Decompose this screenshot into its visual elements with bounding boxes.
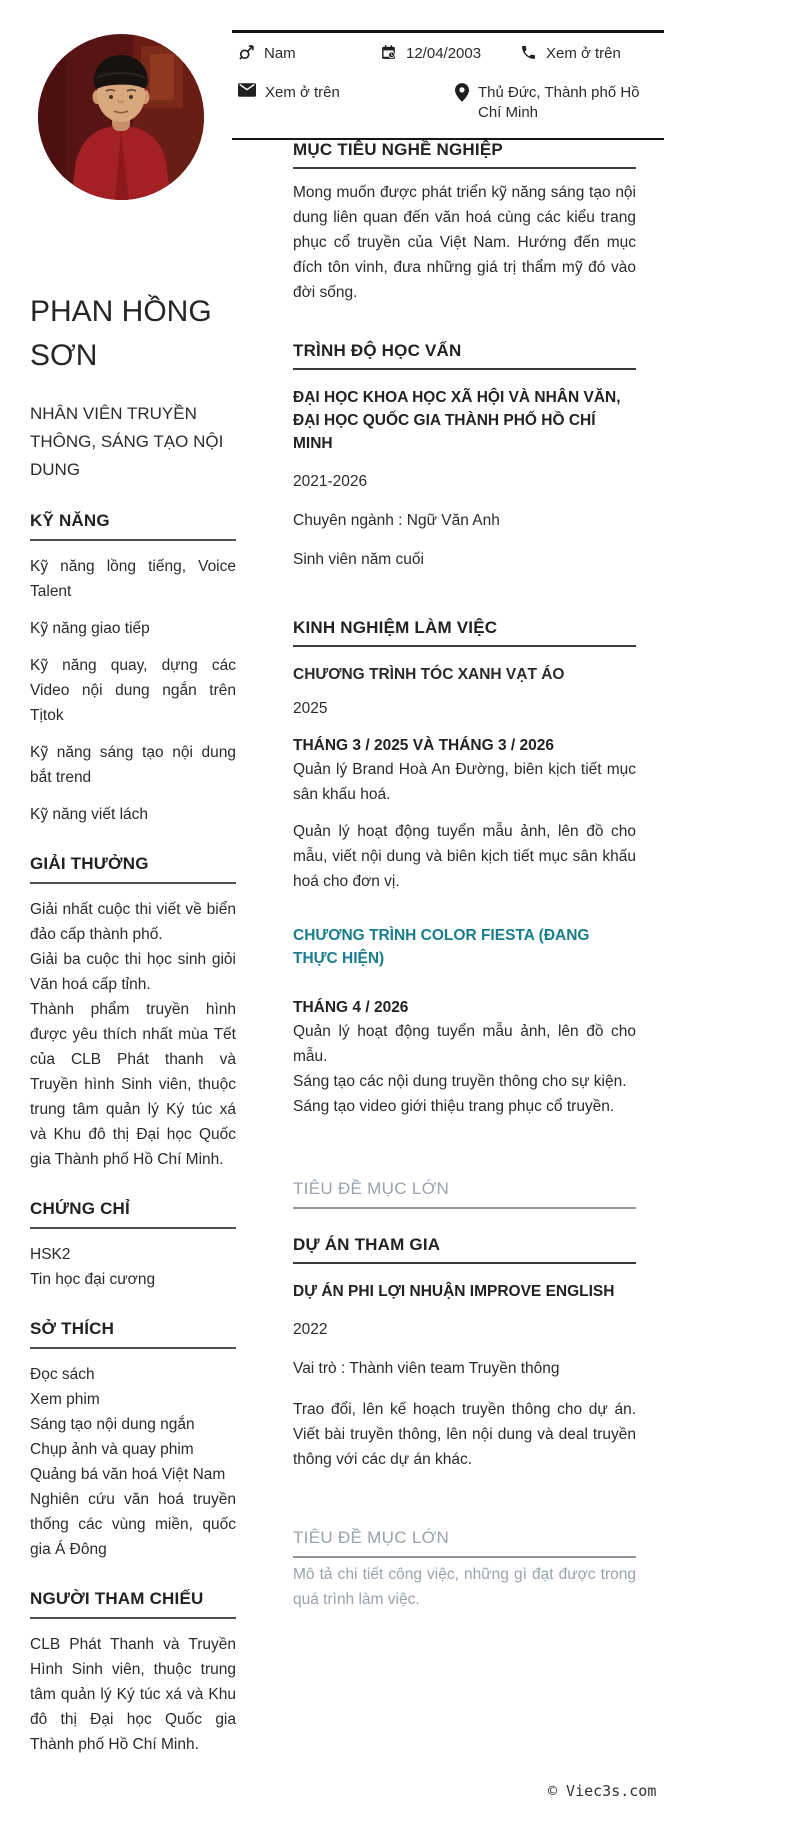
project1-role: Vai trò : Thành viên team Truyền thông xyxy=(293,1360,560,1377)
contact-row-2 xyxy=(238,82,664,123)
hobbies-heading: SỞ THÍCH xyxy=(30,1319,236,1349)
hobby-item: Xem phim xyxy=(30,1391,100,1408)
profile-photo-illustration xyxy=(38,34,204,200)
phone-icon xyxy=(520,44,537,67)
contact-birthday xyxy=(380,43,520,67)
calendar-icon xyxy=(380,44,397,67)
section-education xyxy=(293,341,636,572)
skill-item: Kỹ năng viết lách xyxy=(30,806,149,823)
education-school: ĐẠI HỌC KHOA HỌC XÃ HỘI VÀ NHÂN VĂN, ĐẠI HỌC QUỐC GIA THÀNH PHỐ HỒ CHÍ MINH xyxy=(293,389,621,452)
education-years: 2021-2026 xyxy=(293,473,368,490)
projects-heading: DỰ ÁN THAM GIA xyxy=(293,1235,636,1264)
education-heading: TRÌNH ĐỘ HỌC VẤN xyxy=(293,341,636,370)
objective-heading: MỤC TIÊU NGHỀ NGHIỆP xyxy=(293,140,636,169)
contact-row-1 xyxy=(238,43,664,67)
experience-job1-year: 2025 xyxy=(293,700,328,717)
experience-job1-period: THÁNG 3 / 2025 VÀ THÁNG 3 / 2026 xyxy=(293,737,555,754)
references-body: CLB Phát Thanh và Truyền Hình Sinh viên, thuộc trung tâm quản lý Ký túc xá và Khu đô thị Đại học Quốc gia Thành phố Hồ Chí Minh. xyxy=(30,1636,236,1753)
mail-icon xyxy=(238,83,256,103)
gender-value: Nam xyxy=(264,45,296,62)
site-credit: © Viec3s.com xyxy=(548,1782,657,1800)
section-experience xyxy=(293,618,636,1209)
skill-item: Kỹ năng sáng tạo nội dung bắt trend xyxy=(30,744,236,786)
placeholder-section-1[interactable] xyxy=(293,1179,636,1209)
section-objective xyxy=(293,140,636,305)
award-item: Giải nhất cuộc thi viết về biển đảo cấp thành phố. xyxy=(30,901,236,943)
candidate-name: PHAN HỒNG SƠN xyxy=(30,295,212,372)
section-references xyxy=(30,1589,236,1757)
address-value: Thủ Đức, Thành phố Hồ Chí Minh xyxy=(478,84,640,121)
project1-year: 2022 xyxy=(293,1321,328,1338)
skills-heading: KỸ NĂNG xyxy=(30,511,236,541)
award-item: Thành phẩm truyền hình được yêu thích nhất mùa Tết của CLB Phát thanh và Truyền hình Sinh viên, thuộc trung tâm quản lý Ký túc xá và Khu đô thị Đại học Quốc gia Thành phố Hồ Chí Minh. xyxy=(30,1001,236,1168)
certificate-item: Tin học đại cương xyxy=(30,1271,156,1288)
experience-job2-title: CHƯƠNG TRÌNH COLOR FIESTA (ĐANG THỰC HIỆN) xyxy=(293,927,590,967)
phone-value: Xem ở trên xyxy=(546,45,621,62)
experience-job2-period: THÁNG 4 / 2026 xyxy=(293,999,409,1016)
education-major: Chuyên ngành : Ngữ Văn Anh xyxy=(293,512,500,529)
skill-item: Kỹ năng quay, dựng các Video nội dung ngắn trên Tịtok xyxy=(30,657,236,724)
skill-item: Kỹ năng lồng tiếng, Voice Talent xyxy=(30,558,236,600)
birthday-value: 12/04/2003 xyxy=(406,45,482,62)
experience-job2-desc: Quản lý hoạt động tuyển mẫu ảnh, lên đồ cho mẫu. xyxy=(293,1023,636,1065)
certificates-heading: CHỨNG CHỈ xyxy=(30,1199,236,1229)
section-projects xyxy=(293,1235,636,1612)
contact-phone xyxy=(520,43,664,67)
experience-heading: KINH NGHIỆM LÀM VIỆC xyxy=(293,618,636,647)
project1-title: DỰ ÁN PHI LỢI NHUẬN IMPROVE ENGLISH xyxy=(293,1283,615,1300)
experience-job2-desc: Sáng tạo video giới thiệu trang phục cổ truyền. xyxy=(293,1098,615,1115)
placeholder-section-2[interactable] xyxy=(293,1528,636,1612)
objective-body: Mong muốn được phát triển kỹ năng sáng tạo nội dung liên quan đến văn hoá cùng các kiểu trang phục cổ truyền của Việt Nam. Hướng đến mục đích tôn vinh, đưa những giá trị thẩm mỹ đó vào đời sống. xyxy=(293,184,636,301)
experience-job2-desc: Sáng tạo các nội dung truyền thông cho sự kiện. xyxy=(293,1073,627,1090)
email-value: Xem ở trên xyxy=(265,84,340,101)
contact-bar xyxy=(232,30,664,140)
placeholder-title[interactable]: TIÊU ĐỀ MỤC LỚN xyxy=(293,1179,636,1209)
hobby-item: Sáng tạo nội dung ngắn xyxy=(30,1416,195,1433)
project1-desc: Trao đổi, lên kế hoạch truyền thông cho dự án. Viết bài truyền thông, lên nội dung và deal truyền thông với các dự án khác. xyxy=(293,1401,636,1468)
section-skills xyxy=(30,511,236,827)
skill-item: Kỹ năng giao tiếp xyxy=(30,620,150,637)
awards-heading: GIẢI THƯỞNG xyxy=(30,854,236,884)
references-heading: NGƯỜI THAM CHIẾU xyxy=(30,1589,236,1619)
left-column xyxy=(30,290,236,1757)
location-icon xyxy=(455,83,469,108)
gender-icon xyxy=(238,44,255,67)
award-item: Giải ba cuộc thi học sinh giỏi Văn hoá cấp tỉnh. xyxy=(30,951,236,993)
section-hobbies xyxy=(30,1319,236,1562)
certificate-item: HSK2 xyxy=(30,1246,71,1263)
right-column xyxy=(293,140,636,1612)
hobby-item: Chụp ảnh và quay phim xyxy=(30,1441,194,1458)
contact-email xyxy=(238,82,455,123)
education-status: Sinh viên năm cuối xyxy=(293,551,424,568)
section-certificates xyxy=(30,1199,236,1292)
placeholder-title[interactable]: TIÊU ĐỀ MỤC LỚN xyxy=(293,1528,636,1558)
hobby-item: Quảng bá văn hoá Việt Nam xyxy=(30,1466,226,1483)
contact-address xyxy=(455,82,664,123)
hobby-item: Nghiên cứu văn hoá truyền thống các vùng miền, quốc gia Á Đông xyxy=(30,1491,236,1558)
experience-job1-desc: Quản lý hoạt động tuyển mẫu ảnh, lên đồ cho mẫu, viết nội dung và biên kịch tiết mục sân khấu hoá cho đơn vị. xyxy=(293,823,636,890)
experience-job1-title: CHƯƠNG TRÌNH TÓC XANH VẠT ÁO xyxy=(293,666,565,683)
experience-job1-desc: Quản lý Brand Hoà An Đường, biên kịch tiết mục sân khấu hoá. xyxy=(293,761,636,803)
section-awards xyxy=(30,854,236,1172)
hobby-item: Đọc sách xyxy=(30,1366,95,1383)
contact-gender xyxy=(238,43,380,67)
placeholder-hint[interactable]: Mô tả chi tiết công việc, những gì đạt được trong quá trình làm việc. xyxy=(293,1566,636,1608)
candidate-job-title: NHÂN VIÊN TRUYỀN THÔNG, SÁNG TẠO NỘI DUNG xyxy=(30,404,224,479)
profile-photo xyxy=(38,34,204,200)
